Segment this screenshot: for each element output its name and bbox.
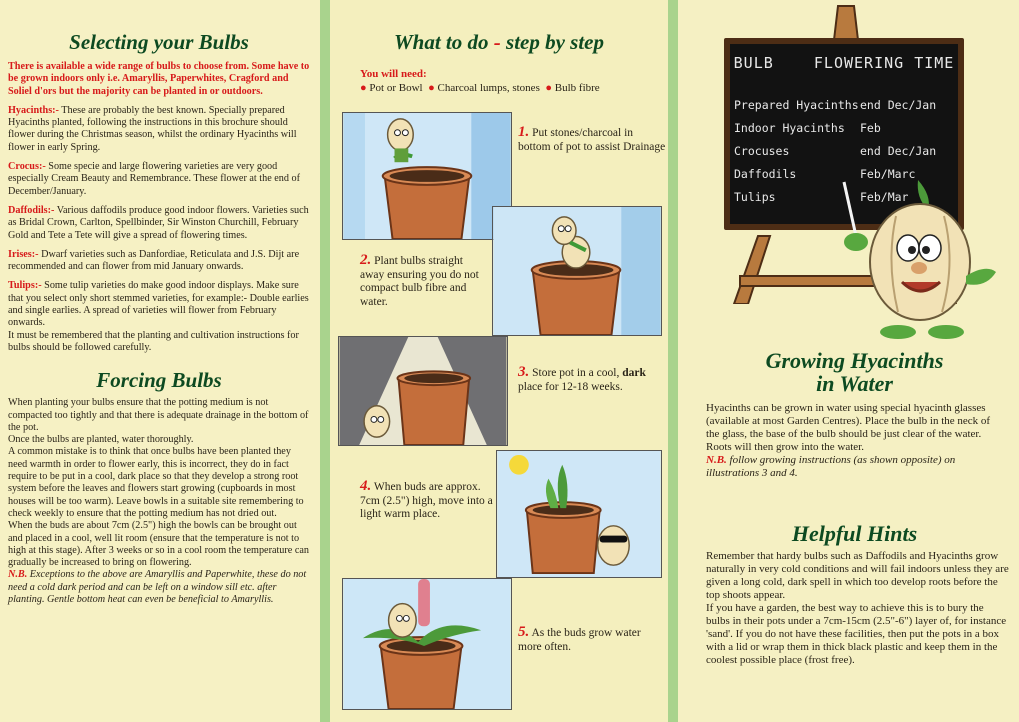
board-row: Tulips Feb/Mar: [734, 190, 909, 204]
steps-title: What to do - step by step: [393, 30, 604, 54]
board-header: BULB FLOWERING TIME: [733, 54, 955, 72]
selecting-item-irises: Irises:- Dwarf varieties such as Danfordiae, Reticulata and J.S. Dijt are recommended and can flower from mid January onwards.: [8, 248, 300, 273]
selecting-intro: There is available a wide range of bulbs to choose from. Some have to be grown indoors only i.e. Amaryllis, Paperwhites, Cragford and Soliel d'ors but the majority can be planted in or outdoors.: [8, 61, 310, 97]
illustration-step-2: [492, 206, 662, 336]
forcing-p2: Once the bulbs are planted, water thoroughly.: [8, 434, 194, 446]
hints-body: Remember that hardy bulbs such as Daffodils and Hyacinths grow naturally in very cold conditions and will fail indoors unless they are given a long cold, dark spell in which too develop roots before the top shoots appear. If you have a garden, the best way to achieve this is to bury the bulbs in their pots under a 7cm-15cm (2.5"-6") layer of, for instance 'sand'. If you do not have these facilities, then put the pots in a box with a lid or wrap them in thick black plastic and keep them in the coolest possible place (frost free).: [706, 550, 1009, 666]
illustration-step-5: [342, 578, 512, 710]
illustration-step-4: [496, 450, 662, 578]
selecting-title: Selecting your Bulbs: [69, 30, 249, 54]
hyacinths-nb: N.B. follow growing instructions (as shown opposite) on illustrations 3 and 4.: [706, 454, 956, 479]
forcing-body: [8, 397, 310, 606]
forcing-p1: When planting your bulbs ensure that the potting medium is not compacted too tightly and that there is adequate drainage in the bottom of the pot.: [8, 397, 309, 433]
bullet-icon: ●: [428, 82, 435, 94]
board-row: Prepared Hyacinths end Dec/Jan: [734, 98, 937, 112]
forcing-nb: N.B. Exceptions to the above are Amaryllis and Paperwhite, these do not need a cold dark period and can be left on a window sill etc. after planting. Gentle bottom heat can even be beneficial to Amaryllis.: [8, 569, 307, 605]
board-row: Daffodils Feb/Marc: [734, 167, 916, 181]
step-2: 2. Plant bulbs straight away ensuring you do not compact bulb fibre and water.: [360, 252, 479, 308]
bulb-mascot-icon: [836, 176, 1006, 342]
forcing-p4: When the buds are about 7cm (2.5") high the bowls can be brought out and placed in a cool, well lit room (ensure that the temperature is not to high at this stage). After 3 weeks or so in a cool room the temperature can gradually be increased to bring on flowering.: [8, 520, 310, 569]
illustration-step-3: [338, 336, 508, 446]
panel-selecting-forcing: [0, 0, 320, 722]
step-5: 5. As the buds grow water more often.: [518, 624, 641, 653]
bullet-icon: ●: [360, 82, 367, 94]
need-label: You will need:: [360, 68, 427, 80]
you-will-need: [360, 67, 600, 95]
hyacinths-title: Growing Hyacinths in Water: [765, 348, 944, 396]
panel-hyacinths-hints: [678, 0, 1019, 722]
bullet-icon: ●: [545, 82, 553, 94]
selecting-item-daffodils: Daffodils:- Various daffodils produce good indoor flowers. Varieties such as Bridal Crown, Carlton, Spellbinder, Sir Winston Churchill, February Gold and Tete a Tete will give a spread of flowering times.: [8, 204, 309, 241]
panel-step-by-step: [320, 0, 678, 722]
need-list: ● Pot or Bowl ● Charcoal lumps, stones ● Bulb fibre: [360, 82, 600, 94]
hints-title: Helpful Hints: [791, 521, 918, 546]
forcing-title: Forcing Bulbs: [96, 368, 222, 393]
step-3: 3. Store pot in a cool, dark place for 12-18 weeks.: [518, 364, 646, 393]
hyacinths-body: Hyacinths can be grown in water using special hyacinth glasses (available at most Garden Centres). Place the bulb in the neck of the glass, the base of the bulb should be just clear of the water. Roots will then grow into the water. N.B. follow growing instructions (as shown opposite) on illustrations 3 and 4.: [706, 402, 1006, 480]
step-4: 4. When buds are approx. 7cm (2.5") high, move into a light warm place.: [360, 478, 493, 520]
selecting-closing: It must be remembered that the planting and cultivation instructions for bulbs should be followed carefully.: [8, 329, 299, 353]
selecting-item-crocus: Crocus:- Some specie and large flowering varieties are very good especially Cream Beauty and Remembrance. These flower at the end of December/January.: [8, 161, 301, 197]
board-row: Crocuses end Dec/Jan: [734, 144, 937, 158]
selecting-item-hyacinths: Hyacinths:- These are probably the best known. Specially prepared Hyacinths planted, following the instructions in this brochure should flower during the Christmas season, whilst the ordinary Hyacinths will flower in early Spring.: [8, 104, 297, 153]
board-row: Indoor Hyacinths Feb: [734, 121, 881, 135]
forcing-p3: A common mistake is to think that once bulbs have been planted they need warmth in order to flower early, this is incorrect, they do in fact require to be put in a cool, dark place so that they develop a strong root system before the leaves and flowers start growing (cupboards in most houses will be too warm). Leave bowls in a suitable site remembering to check weekly to ensure that the potting medium has not dried out.: [8, 446, 304, 519]
illustration-step-1: [342, 112, 512, 240]
step-1: 1. Put stones/charcoal in bottom of pot to assist Drainage: [518, 124, 666, 153]
selecting-item-tulips: Tulips:- Some tulip varieties do make good indoor displays. Make sure that you select only short stemmed varieties, for example:- Double earlies and single earlies. A spread of varieties will flower from February onwards.: [8, 280, 309, 329]
selecting-body: [8, 61, 310, 354]
